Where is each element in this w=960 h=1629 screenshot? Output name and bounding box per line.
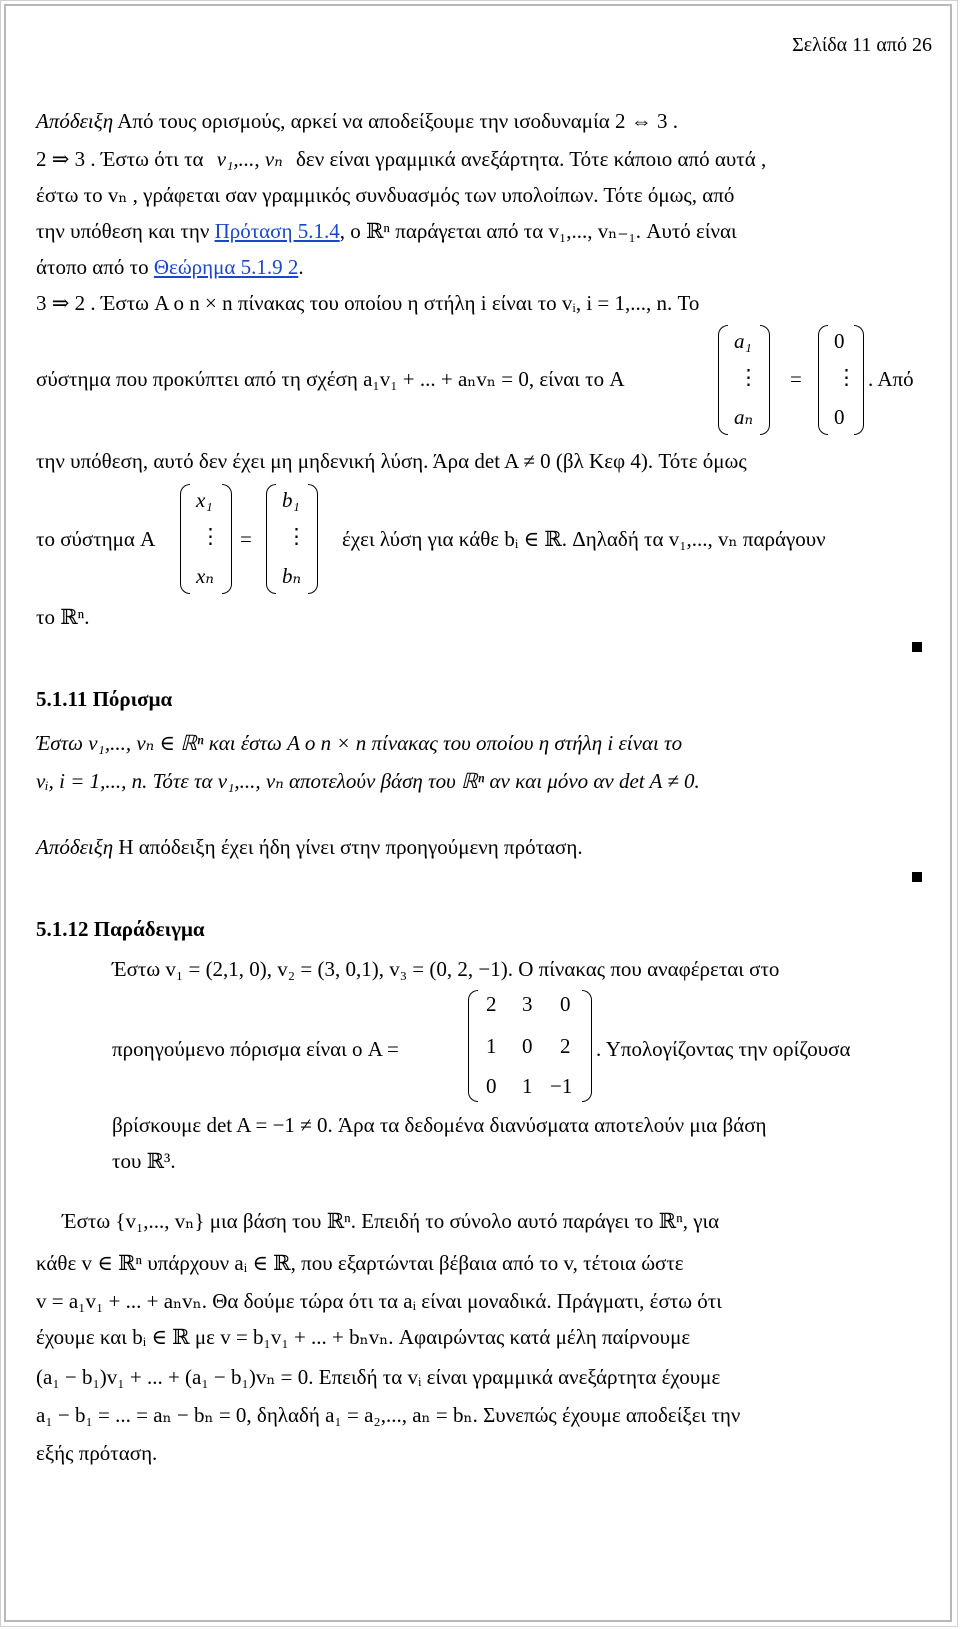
bracket-right [582,990,592,1102]
bracket-right [222,484,232,594]
closing-line-2: κάθε v ∈ ℝⁿ υπάρχουν aᵢ ∈ ℝ, που εξαρτώνται βέβαια από το v, τέτοια ώστε [36,1251,684,1275]
vector-entry: ⋮ [836,365,857,389]
bracket-left [818,325,828,435]
proof-line-7: σύστημα που προκύπτει από τη σχέση a₁v₁ + ... + aₙvₙ = 0, είναι το A [36,367,625,391]
vector-entry: b₁ [282,488,300,512]
example-text: . Υπολογίζοντας την ορίζουσα [596,1037,851,1061]
proof-line-5 [36,254,304,280]
link-theorem-5-1-9[interactable]: Θεώρημα 5.1.9 2 [153,255,299,279]
vector-entry: ⋮ [286,524,307,548]
vector-entry: x₁ [196,488,213,512]
column-vector-a [718,325,770,435]
proof-text: Από τους ορισμούς, αρκεί να αποδείξουμε την ισοδυναμία 2 ⇔ 3 . [117,109,678,133]
matrix-entry: 2 [486,992,497,1016]
vector-entry: ⋮ [738,365,759,389]
end-of-proof-mark [912,642,922,652]
bracket-left [180,484,190,594]
column-vector-x [180,484,232,594]
matrix-entry: 0 [560,992,571,1016]
matrix-entry: 2 [560,1034,571,1058]
link-proposition-5-1-4[interactable]: Πρόταση 5.1.4 [214,219,340,243]
proof-line-3: έστω το vₙ , γράφεται σαν γραμμικός συνδυασμός των υπολοίπων. Τότε όμως, από [36,183,735,207]
bracket-left [266,484,276,594]
example-line-2: προηγούμενο πόρισμα είναι ο A = [112,1037,399,1061]
proof-label: Απόδειξη [36,835,114,859]
bracket-left [718,325,728,435]
example-line-3: βρίσκουμε det A = −1 ≠ 0. Άρα τα δεδομένα διανύσματα αποτελούν μια βάση [112,1113,767,1137]
example-line-1: Έστω v₁ = (2,1, 0), v₂ = (3, 0,1), v₃ = (0, 2, −1). Ο πίνακας που αναφέρεται στο [112,957,780,981]
vector-entry: 0 [834,405,845,429]
proof-text: άτοπο από το [36,255,149,279]
example-heading: 5.1.12 Παράδειγμα [36,917,205,941]
closing-line-5: (a₁ − b₁)v₁ + ... + (a₁ − b₁)vₙ = 0. Επειδή τα vᵢ είναι γραμμικά ανεξάρτητα έχουμε [36,1365,721,1389]
bracket-right [854,325,864,435]
corollary-heading: 5.1.11 Πόρισμα [36,687,173,711]
proof-text: δεν είναι γραμμικά ανεξάρτητα. Τότε κάποιο από αυτά , [295,147,767,171]
proof-line-4 [36,218,737,244]
equals-sign: = [240,527,252,551]
matrix-entry: 1 [486,1034,497,1058]
column-vector-zero [818,325,864,435]
proof2-line [36,834,583,860]
matrix-entry: 0 [486,1074,497,1098]
proof-line-6: 3 ⇒ 2 . Έστω A ο n × n πίνακας του οποίου η στήλη i είναι το vᵢ, i = 1,..., n. Το [36,291,700,315]
implication-2-3: 2 ⇒ 3 . Έστω ότι τα [36,147,204,171]
proof-line-8: την υπόθεση, αυτό δεν έχει μη μηδενική λύση. Άρα det A ≠ 0 (βλ Κεφ 4). Τότε όμως [36,449,747,473]
bracket-right [760,325,770,435]
proof-line-9: το σύστημα A [36,527,156,551]
closing-line-3: v = a₁v₁ + ... + aₙvₙ. Θα δούμε τώρα ότι τα aᵢ είναι μοναδικά. Πράγματι, έστω ότι [36,1289,722,1313]
proof-text: την υπόθεση και την [36,219,210,243]
closing-line-4: έχουμε και bᵢ ∈ ℝ με v = b₁v₁ + ... + bₙvₙ. Αφαιρώντας κατά μέλη παίρνουμε [36,1325,691,1349]
proof-line-10: το ℝⁿ. [36,605,90,629]
page-number: Σελίδα 11 από 26 [792,34,932,56]
matrix-A [468,990,592,1102]
vector-entry: bₙ [282,564,302,588]
proof-line-1 [36,108,678,134]
proof-text: έχει λύση για κάθε bᵢ ∈ ℝ. Δηλαδή τα v₁,..., vₙ παράγουν [342,527,826,551]
closing-line-6: a₁ − b₁ = ... = aₙ − bₙ = 0, δηλαδή a₁ = a₂,..., aₙ = bₙ. Συνεπώς έχουμε αποδείξει την [36,1403,741,1427]
closing-line-7: εξής πρόταση. [36,1441,158,1465]
proof-text: . [298,255,304,279]
vectors-list: v₁,..., vₙ [216,147,283,171]
proof-label: Απόδειξη [36,109,114,133]
vector-entry: xₙ [196,564,214,588]
bracket-right [308,484,318,594]
matrix-entry: −1 [550,1074,573,1098]
closing-line-1: Έστω {v₁,..., vₙ} μια βάση του ℝⁿ. Επειδή το σύνολο αυτό παράγει το ℝⁿ, για [62,1209,720,1233]
end-of-proof-mark [912,872,922,882]
column-vector-b [266,484,318,594]
proof-text: . Από [868,367,914,391]
proof-text: , ο ℝⁿ παράγεται από τα v₁,..., vₙ₋₁. Αυτό είναι [339,219,737,243]
corollary-line-1: Έστω v₁,..., vₙ ∈ ℝⁿ και έστω A ο n × n πίνακας του οποίου η στήλη i είναι το [36,731,683,755]
corollary-line-2: vᵢ, i = 1,..., n. Τότε τα v₁,..., vₙ αποτελούν βάση του ℝⁿ αν και μόνο αν det A ≠ 0. [36,769,700,793]
matrix-entry: 1 [522,1074,533,1098]
vector-entry: 0 [834,329,845,353]
example-line-4: του ℝ³. [112,1149,176,1173]
equals-sign: = [790,367,802,391]
proof-line-2 [36,146,766,172]
matrix-entry: 3 [522,992,533,1016]
vector-entry: a₁ [734,329,752,353]
matrix-entry: 0 [522,1034,533,1058]
vector-entry: aₙ [734,405,754,429]
bracket-left [468,990,478,1102]
vector-entry: ⋮ [200,524,221,548]
proof-text: Η απόδειξη έχει ήδη γίνει στην προηγούμενη πρόταση. [118,835,583,859]
